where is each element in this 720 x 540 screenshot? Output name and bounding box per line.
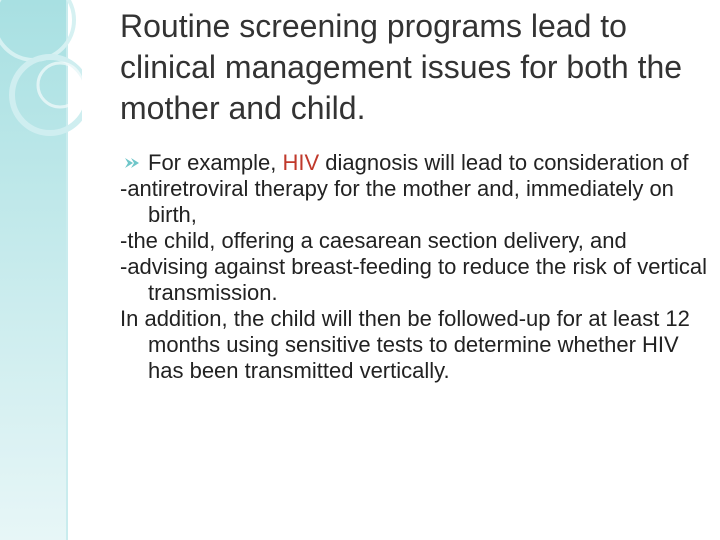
body-line-antiretroviral: -antiretroviral therapy for the mother and, immediately on birth, xyxy=(120,176,674,227)
left-decoration xyxy=(0,0,82,540)
slide-title: Routine screening programs lead to clinical management issues for both the mother and child. xyxy=(120,8,683,126)
bullet-prefix: For example, xyxy=(148,150,283,175)
body-line-breastfeeding: -advising against breast-feeding to reduce the risk of vertical transmission. xyxy=(120,254,707,305)
body-line-followup: In addition, the child will then be followed-up for at least 12 months using sensitive tests to determine whether HIV has been transmitted vertically. xyxy=(120,306,690,383)
body-line-caesarean: -the child, offering a caesarean section delivery, and xyxy=(120,228,627,253)
bullet-suffix: diagnosis will lead to consideration of xyxy=(319,150,689,175)
slide-body xyxy=(120,150,710,384)
bullet-item xyxy=(120,150,710,176)
hiv-highlight: HIV xyxy=(282,150,320,175)
arrow-bullet-icon xyxy=(124,156,140,170)
decorative-rings xyxy=(0,0,82,540)
